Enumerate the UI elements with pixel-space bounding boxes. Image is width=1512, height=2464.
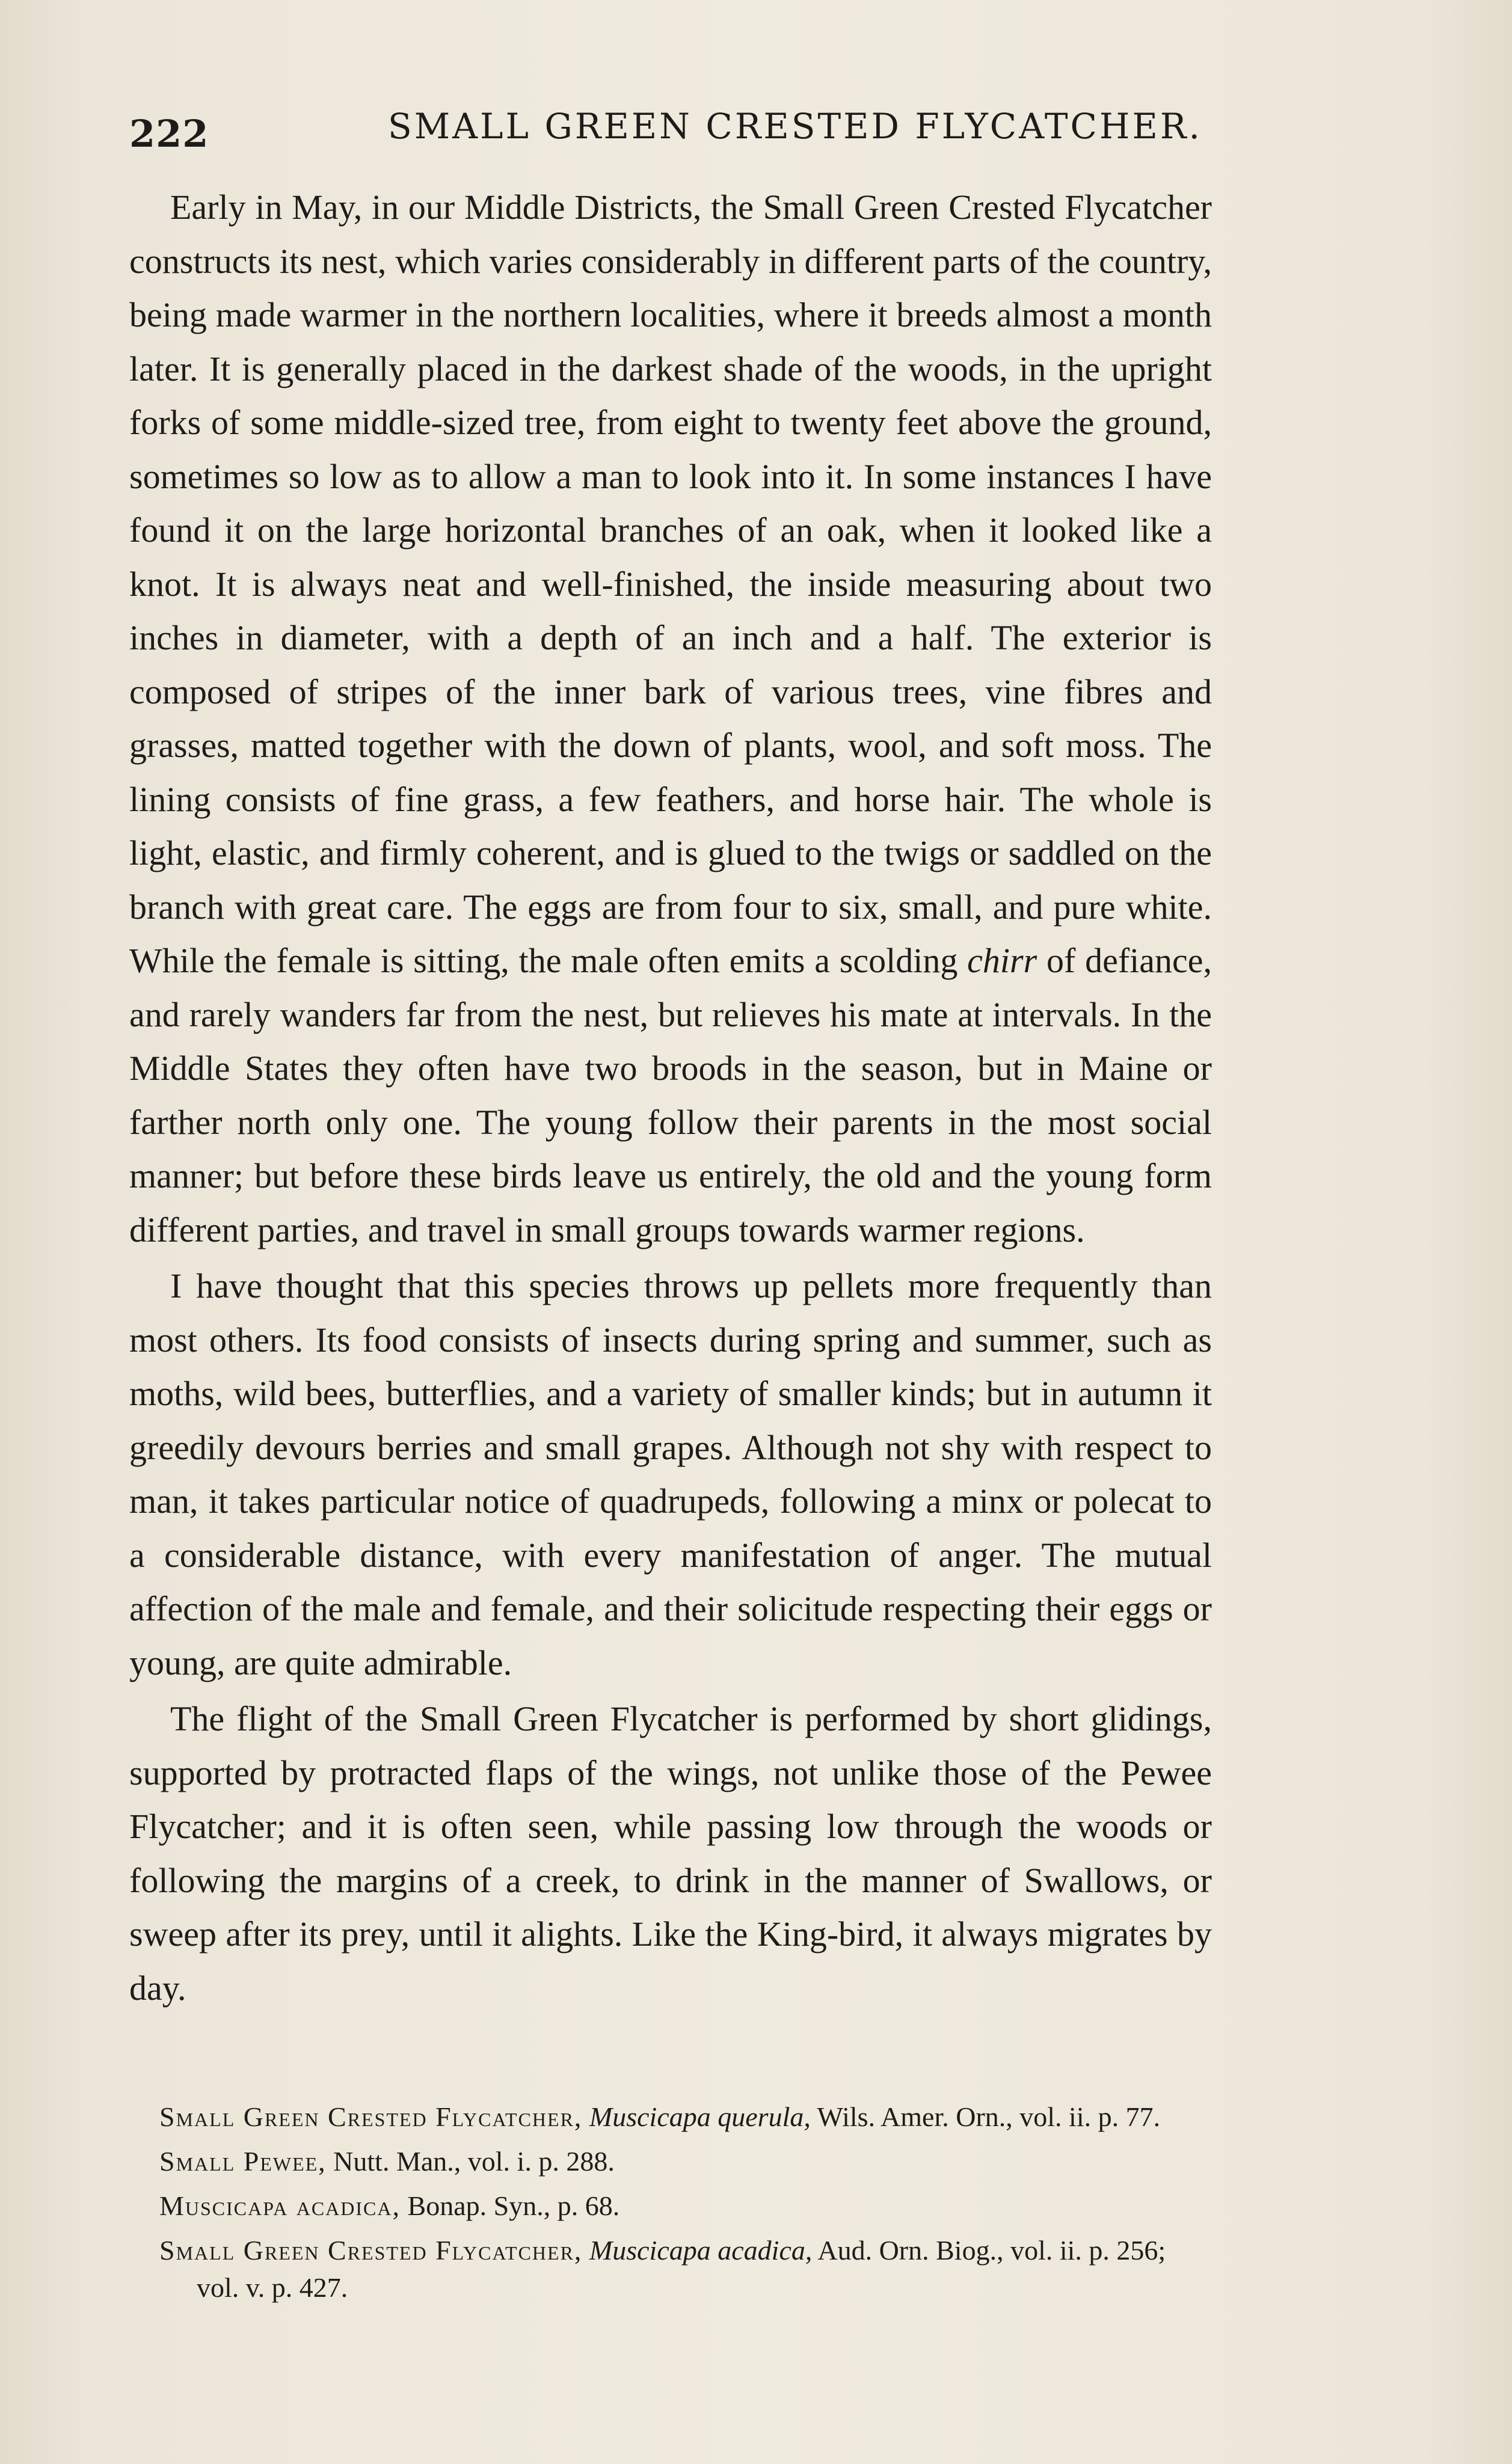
reference-citation: Aud. Orn. Biog., vol. ii. p. 256; bbox=[817, 2235, 1166, 2266]
italic-term-chirr: chirr bbox=[967, 941, 1037, 980]
reference-name: Small Green Crested Flycatcher, bbox=[159, 2235, 583, 2266]
reference-name: Small Green Crested Flycatcher, bbox=[159, 2101, 583, 2132]
reference-continuation: vol. v. p. 427. bbox=[197, 2272, 348, 2303]
reference-citation: Bonap. Syn., p. 68. bbox=[407, 2190, 620, 2221]
paragraph-food: I have thought that this species throws up pellets more frequently than most others. Its food consists of insects during spring and summer, such as moths, wild bees, butterflies, and a variety of smaller kinds; but in autumn it greedily devours berries and small grapes. Although not shy with respect to man, it takes particular notice of quadrupeds, following a minx or polecat to a considerable distance, with every manifestation of anger. The mutual affection of the male and female, and their solicitude respecting their eggs or young, are quite admirable. bbox=[129, 1266, 1212, 1682]
reference-entry bbox=[159, 2187, 1230, 2225]
reference-entry bbox=[159, 2143, 1230, 2180]
reference-species: Muscicapa querula, bbox=[589, 2101, 811, 2132]
reference-entry bbox=[159, 2232, 1230, 2306]
page-number: 222 bbox=[129, 112, 209, 156]
page-title: SMALL GREEN CRESTED FLYCATCHER. bbox=[388, 106, 1202, 147]
reference-name: Small Pewee, bbox=[159, 2146, 327, 2177]
body-text bbox=[129, 180, 1212, 2015]
paragraph-nesting-text-end: of defiance, and rarely wanders far from the nest, but relieves his mate at intervals. In the Middle States they often have two broods in the season, but in Maine or farther north only one. The young follow their parents in the most social manner; but before these birds leave us entirely, the old and the young form different parties, and travel in small groups towards warmer regions. bbox=[129, 941, 1212, 1249]
running-head bbox=[129, 101, 1224, 155]
reference-entry bbox=[159, 2098, 1230, 2136]
reference-citation: Wils. Amer. Orn., vol. ii. p. 77. bbox=[817, 2101, 1161, 2132]
reference-citation: Nutt. Man., vol. i. p. 288. bbox=[333, 2146, 615, 2177]
paragraph-nesting-text: Early in May, in our Middle Districts, the Small Green Crested Flycatcher constructs its nest, which varies considerably in different parts of the country, being made warmer in the northern localities, where it breeds almost a month later. It is generally placed in the darkest shade of the woods, in the upright forks of some middle-sized tree, from eight to twenty feet above the ground, sometimes so low as to allow a man to look into it. In some instances I have found it on the large horizontal branches of an oak, when it looked like a knot. It is always neat and well-finished, the inside measuring about two inches in diameter, with a depth of an inch and a half. The exterior is composed of stripes of the inner bark of various trees, vine fibres and grasses, matted together with the down of plants, wool, and soft moss. The lining consists of fine grass, a few feathers, and horse hair. The whole is light, elastic, and firmly coherent, and is glued to the twigs or saddled on the branch with great care. The eggs are from four to six, small, and pure white. While the female is sitting, the male often emits a scolding bbox=[129, 188, 1212, 980]
reference-name: Muscicapa acadica, bbox=[159, 2190, 401, 2221]
synonymy-references bbox=[159, 2098, 1230, 2314]
paragraph-flight: The flight of the Small Green Flycatcher is performed by short glidings, supported by protracted flaps of the wings, not unlike those of the Pewee Flycatcher; and it is often seen, while passing low through the woods or following the margins of a creek, to drink in the manner of Swallows, or sweep after its prey, until it alights. Like the King-bird, it always migrates by day. bbox=[129, 1699, 1212, 2008]
paragraph-nesting bbox=[129, 180, 1212, 1257]
reference-species: Muscicapa acadica, bbox=[589, 2235, 813, 2266]
